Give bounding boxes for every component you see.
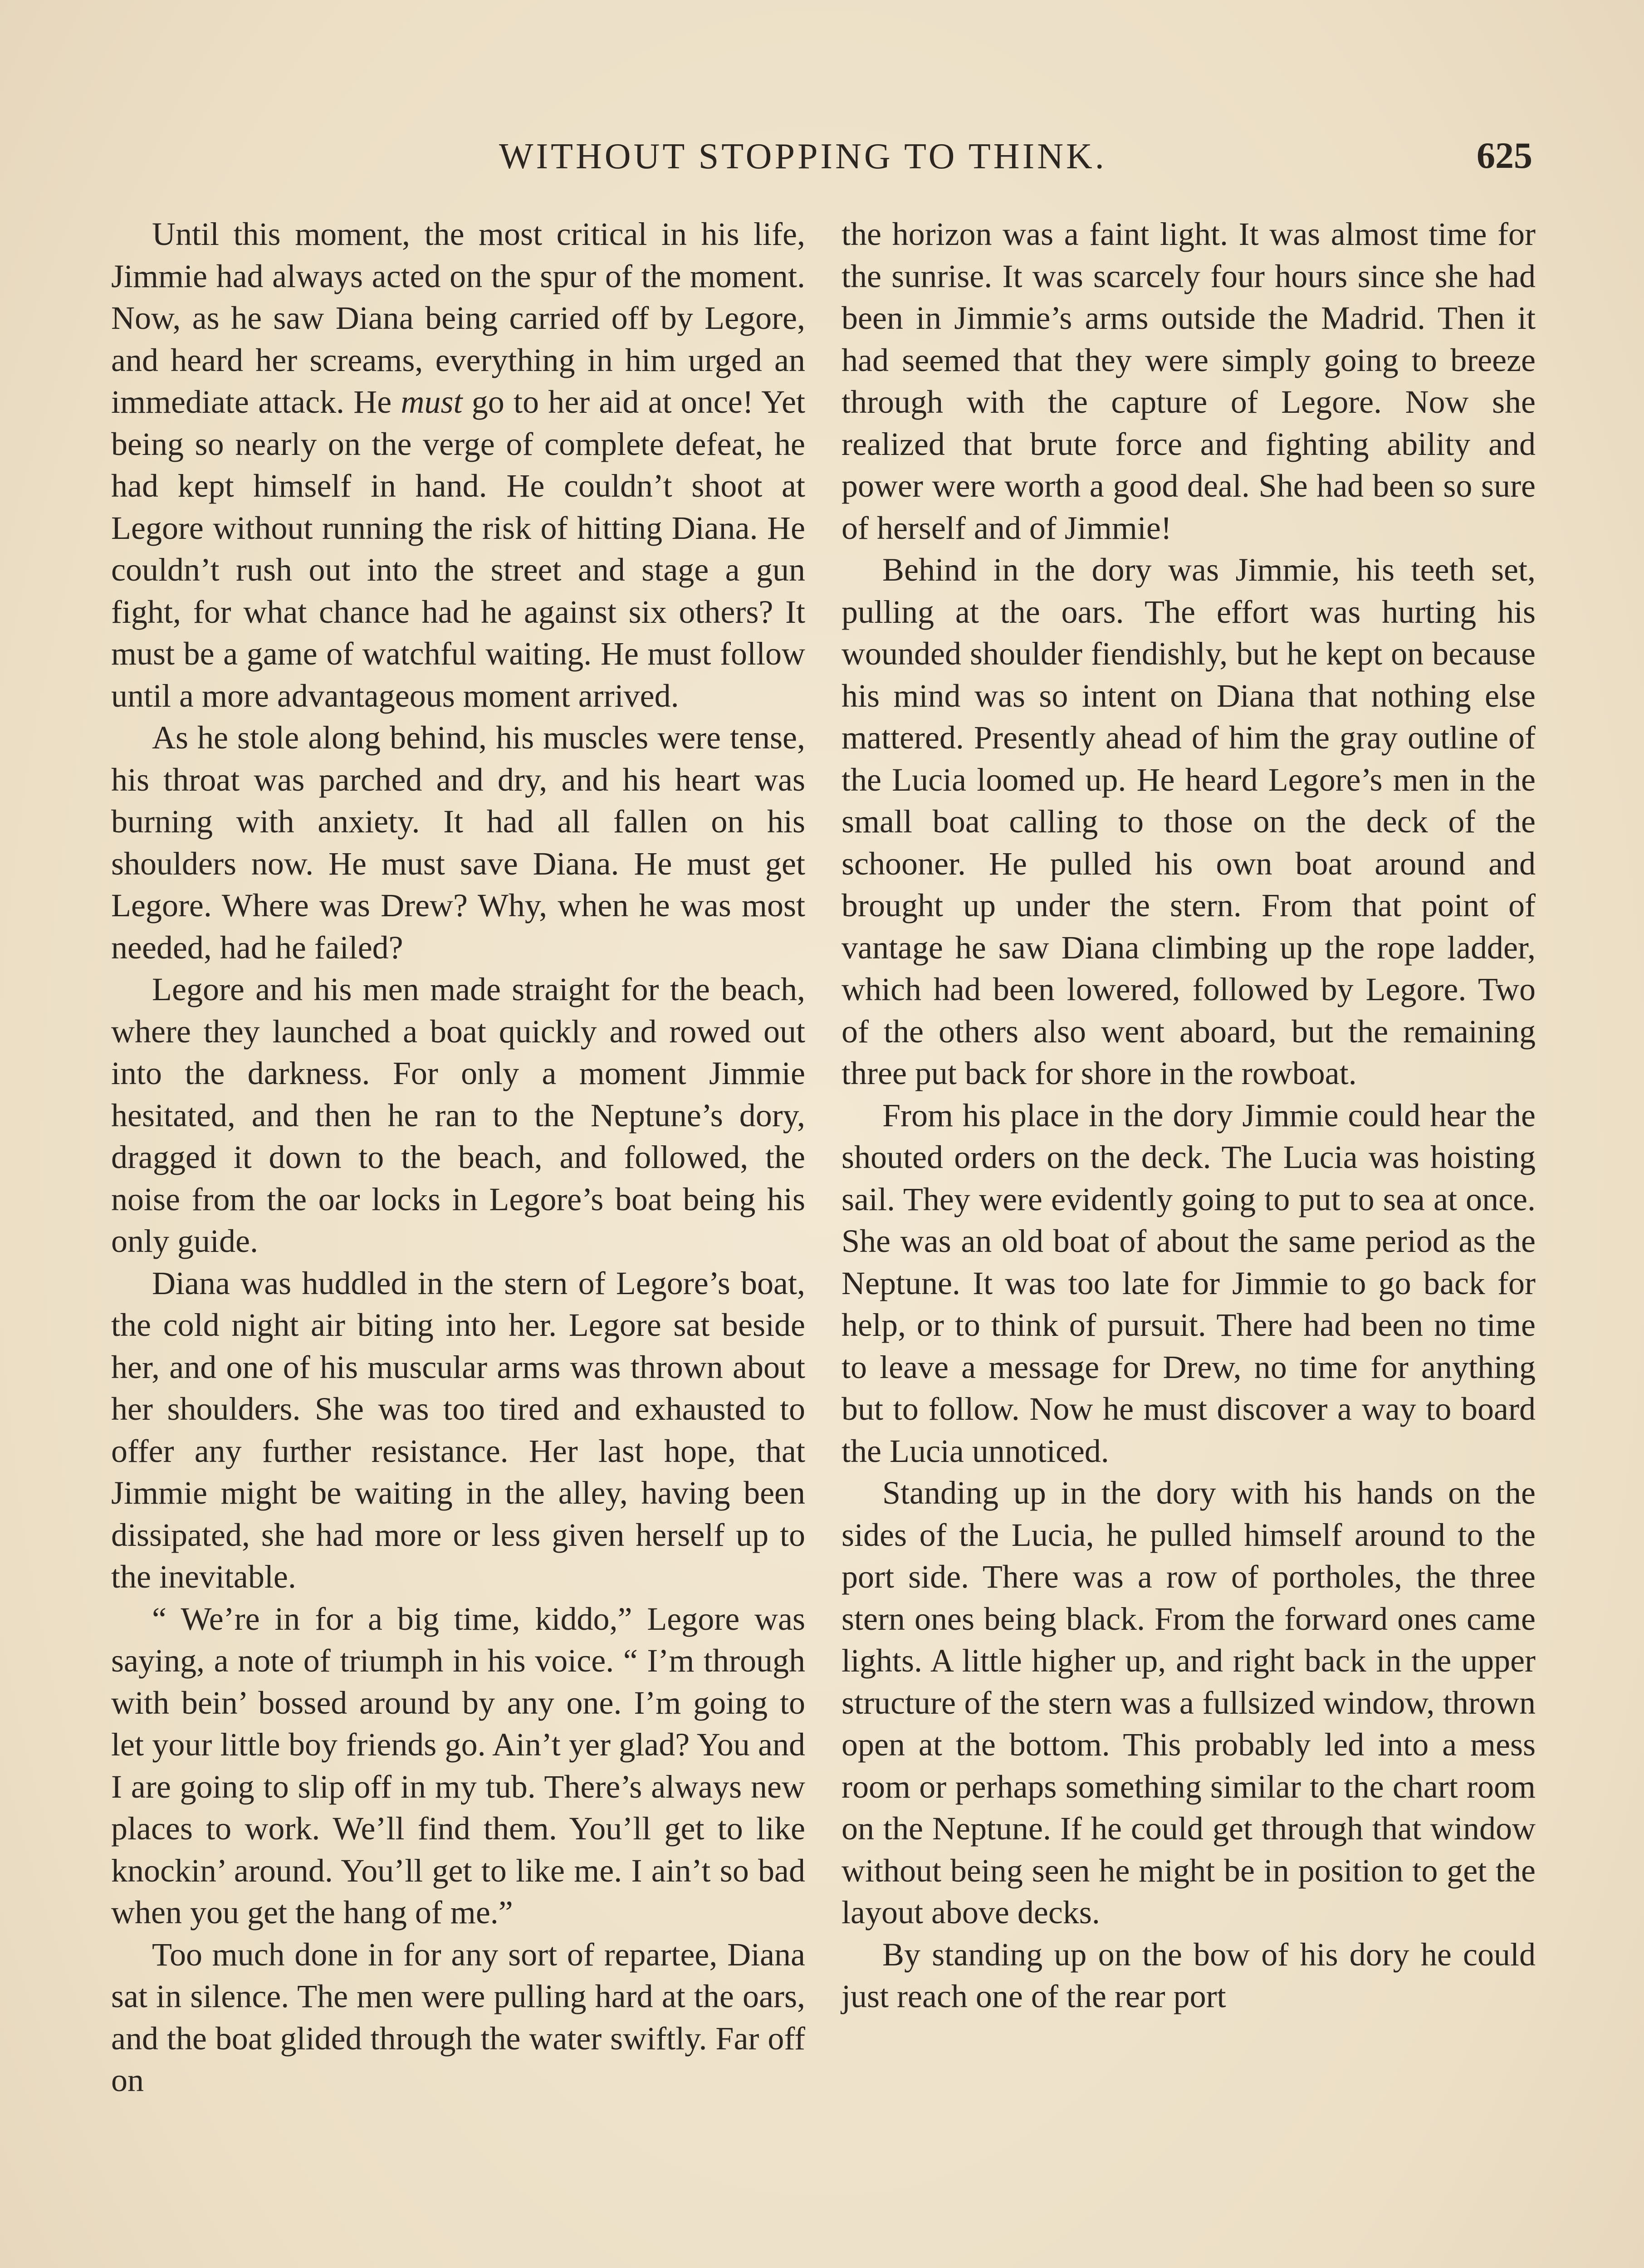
right-column [842,213,1536,2018]
paragraph: Until this moment, the most critical in his life, Jimmie had always acted on the spur of the moment. Now, as he saw Diana being carried off by Legore, and heard her screams, everything in him urged an immediate attack. He must go to her aid at once! Yet being so nearly on the verge of complete defeat, he had kept himself in hand. He couldn’t shoot at Legore without running the risk of hitting Diana. He couldn’t rush out into the street and stage a gun fight, for what chance had he against six others? It must be a game of watchful waiting. He must follow until a more advantageous moment arrived. [111,216,805,714]
running-title: WITHOUT STOPPING TO THINK. [499,137,1107,176]
paragraph: “ We’re in for a big time, kiddo,” Legore was saying, a note of triumph in his voice. “ I’m through with bein’ bossed around by any one. I’m going to let your little boy friends go. Ain’t yer glad? You and I are going to slip off in my tub. There’s always new places to work. We’ll find them. You’ll get to like knockin’ around. You’ll get to like me. I ain’t so bad when you get the hang of me.” [111,1600,805,1931]
paragraph: Diana was huddled in the stern of Legore’s boat, the cold night air biting into her. Legore sat beside her, and one of his muscular arms was thrown about her shoulders. She was too tired and exhausted to offer any further resistance. Her last hope, that Jimmie might be waiting in the alley, having been dissipated, she had more or less given herself up to the inevitable. [111,1265,805,1595]
paragraph: As he stole along behind, his muscles were tense, his throat was parched and dry, and his heart was burning with anxiety. It had all fallen on his shoulders now. He must save Diana. He must get Legore. Where was Drew? Why, when he was most needed, had he failed? [111,719,805,966]
paragraph: Too much done in for any sort of repartee, Diana sat in silence. The men were pulling hard at the oars, and the boat glided through the water swiftly. Far off on [111,1936,805,2098]
paragraph: Legore and his men made straight for the beach, where they launched a boat quickly and rowed out into the darkness. For only a moment Jimmie hesitated, and then he ran to the Neptune’s dory, dragged it down to the beach, and followed, the noise from the oar locks in Legore’s boat being his only guide. [111,971,805,1259]
page-number: 625 [1477,135,1532,176]
paragraph: the horizon was a faint light. It was almost time for the sunrise. It was scarcely four hours since she had been in Jimmie’s arms outside the Madrid. Then it had seemed that they were simply going to breeze through with the capture of Legore. Now she realized that brute force and fighting ability and power were worth a good deal. She had been so sure of herself and of Jimmie! [842,216,1536,546]
paragraph: From his place in the dory Jimmie could hear the shouted orders on the deck. The Lucia was hoisting sail. They were evidently going to put to sea at once. She was an old boat of about the same period as the Neptune. It was too late for Jimmie to go back for help, or to think of pursuit. There had been no time to leave a message for Drew, no time for anything but to follow. Now he must discover a way to board the Lucia unnoticed. [842,1097,1536,1469]
left-column [111,213,805,2102]
paragraph: By standing up on the bow of his dory he could just reach one of the rear port [842,1936,1536,2014]
paragraph: Standing up in the dory with his hands on the sides of the Lucia, he pulled himself around to the port side. There was a row of portholes, the three stern ones being black. From the forward ones came lights. A little higher up, and right back in the upper structure of the stern was a fullsized window, thrown open at the bottom. This probably led into a mess room or perhaps something similar to the chart room on the Neptune. If he could get through that window without being seen he might be in position to get the layout above decks. [842,1475,1536,1931]
paragraph: Behind in the dory was Jimmie, his teeth set, pulling at the oars. The effort was hurting his wounded shoulder fiendishly, but he kept on because his mind was so intent on Diana that nothing else mattered. Presently ahead of him the gray outline of the Lucia loomed up. He heard Legore’s men in the small boat calling to those on the deck of the schooner. He pulled his own boat around and brought up under the stern. From that point of vantage he saw Diana climbing up the rope ladder, which had been lowered, followed by Legore. Two of the others also went aboard, but the remaining three put back for shore in the rowboat. [842,552,1536,1091]
